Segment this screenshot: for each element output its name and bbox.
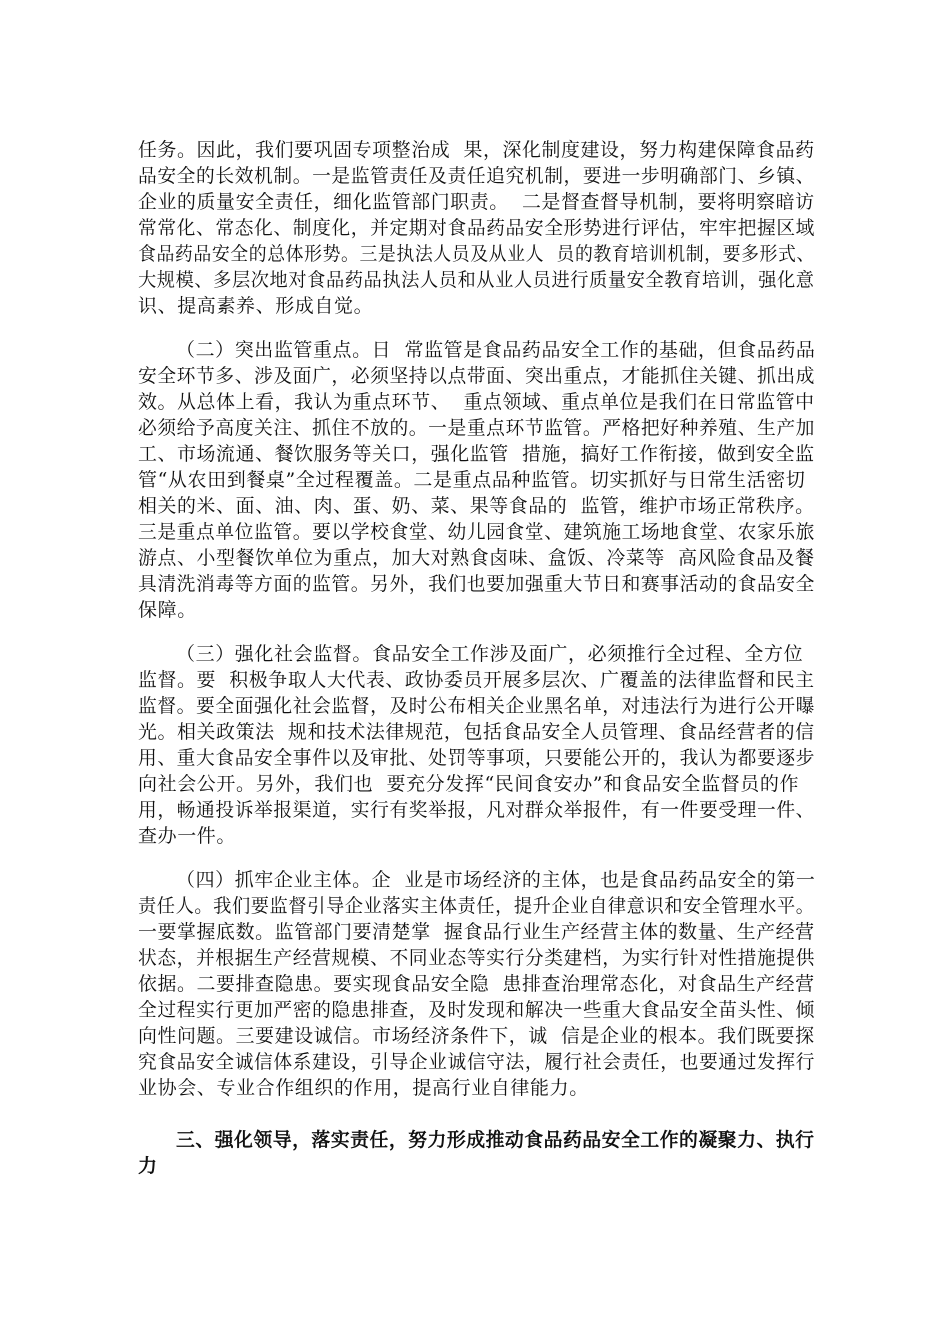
paragraph-line: 品安全的长效机制。一是监管责任及责任追究机制，要进一步明确部门、乡镇、 [138,165,816,187]
paragraph-line: 必须给予高度关注、抓住不放的。一是重点环节监管。严格把好种养殖、生产加 [138,417,816,439]
paragraph-line: 安全环节多、涉及面广，必须坚持以点带面、突出重点，才能抓住关键、抓出成 [138,365,816,387]
paragraph-line: 工、市场流通、餐饮服务等关口，强化监管 措施，搞好工作衔接，做到安全监 [138,443,815,465]
paragraph-line: 查办一件。 [138,825,237,847]
paragraph-line: （三）强化社会监督。食品安全工作涉及面广，必须推行全过程、全方位 [176,643,804,665]
paragraph-line: 依据。二要排查隐患。要实现食品安全隐 患排查治理常态化，对食品生产经营 [138,973,815,995]
paragraph-line: （四）抓牢企业主体。企 业是市场经济的主体，也是食品药品安全的第一 [176,869,816,891]
paragraph-line: 游点、小型餐饮单位为重点，加大对熟食卤味、盒饭、冷菜等 高风险食品及餐 [138,547,815,569]
paragraph-line: 食品药品安全的总体形势。三是执法人员及从业人 员的教育培训机制，要多形式、 [138,243,815,265]
paragraph-line: 大规模、多层次地对食品药品执法人员和从业人员进行质量安全教育培训，强化意 [138,269,815,291]
paragraph-line: 向社会公开。另外，我们也 要充分发挥“民间食安办”和食品安全监督员的作 [138,773,800,795]
paragraph-line: 识、提高素养、形成自觉。 [138,295,374,317]
paragraph-line: 一要掌握底数。监管部门要清楚掌 握食品行业生产经营主体的数量、生产经营 [138,921,815,943]
paragraph-line: （二）突出监管重点。日 常监管是食品药品安全工作的基础，但食品药品 [176,339,816,361]
paragraph-line: 具清洗消毒等方面的监管。另外，我们也要加强重大节日和赛事活动的食品安全 [138,573,816,595]
paragraph-line: 保障。 [138,599,197,621]
section-heading: 力 [138,1155,158,1177]
paragraph-line: 究食品安全诚信体系建设，引导企业诚信守法，履行社会责任，也要通过发挥行 [138,1051,816,1073]
paragraph-line: 用，畅通投诉举报渠道，实行有奖举报，凡对群众举报件，有一件要受理一件、 [138,799,816,821]
paragraph-line: 全过程实行更加严密的隐患排查，及时发现和解决一些重大食品安全苗头性、倾 [138,999,816,1021]
paragraph-line: 状态，并根据生产经营规模、不同业态等实行分类建档，为实行针对性措施提供 [138,947,816,969]
paragraph-line: 业协会、专业合作组织的作用，提高行业自律能力。 [138,1077,589,1099]
paragraph-line: 用、重大食品安全事件以及审批、处罚等事项，只要能公开的，我认为都要逐步 [138,747,816,769]
paragraph-line: 任务。因此，我们要巩固专项整治成 果，深化制度建设，努力构建保障食品药 [138,139,815,161]
section-heading: 三、强化领导，落实责任，努力形成推动食品药品安全工作的凝聚力、执行 [176,1129,815,1151]
paragraph-line: 向性问题。三要建设诚信。市场经济条件下，诚 信是企业的根本。我们既要探 [138,1025,815,1047]
paragraph-line: 企业的质量安全责任，细化监管部门职责。 二是督查督导机制，要将明察暗访 [138,191,815,213]
paragraph-line: 责任人。我们要监督引导企业落实主体责任，提升企业自律意识和安全管理水平。 [138,895,815,917]
paragraph-line: 监督。要全面强化社会监督，及时公布相关企业黑名单，对违法行为进行公开曝 [138,695,816,717]
paragraph-line: 效。从总体上看，我认为重点环节、 重点领域、重点单位是我们在日常监管中 [138,391,815,413]
paragraph-line: 常常化、常态化、制度化，并定期对食品药品安全形势进行评估，牢牢把握区域 [138,217,816,239]
paragraph-line: 三是重点单位监管。要以学校食堂、幼儿园食堂、建筑施工场地食堂、农家乐旅 [138,521,816,543]
paragraph-line: 监督。要 积极争取人大代表、政协委员开展多层次、广覆盖的法律监督和民主 [138,669,815,691]
paragraph-line: 相关的米、面、油、肉、蛋、奶、菜、果等食品的 监管，维护市场正常秩序。 [138,495,815,517]
paragraph-line: 光。相关政策法 规和技术法律规范，包括食品安全人员管理、食品经营者的信 [138,721,815,743]
paragraph-line: 管“从农田到餐桌”全过程覆盖。二是重点品种监管。切实抓好与日常生活密切 [138,469,806,491]
